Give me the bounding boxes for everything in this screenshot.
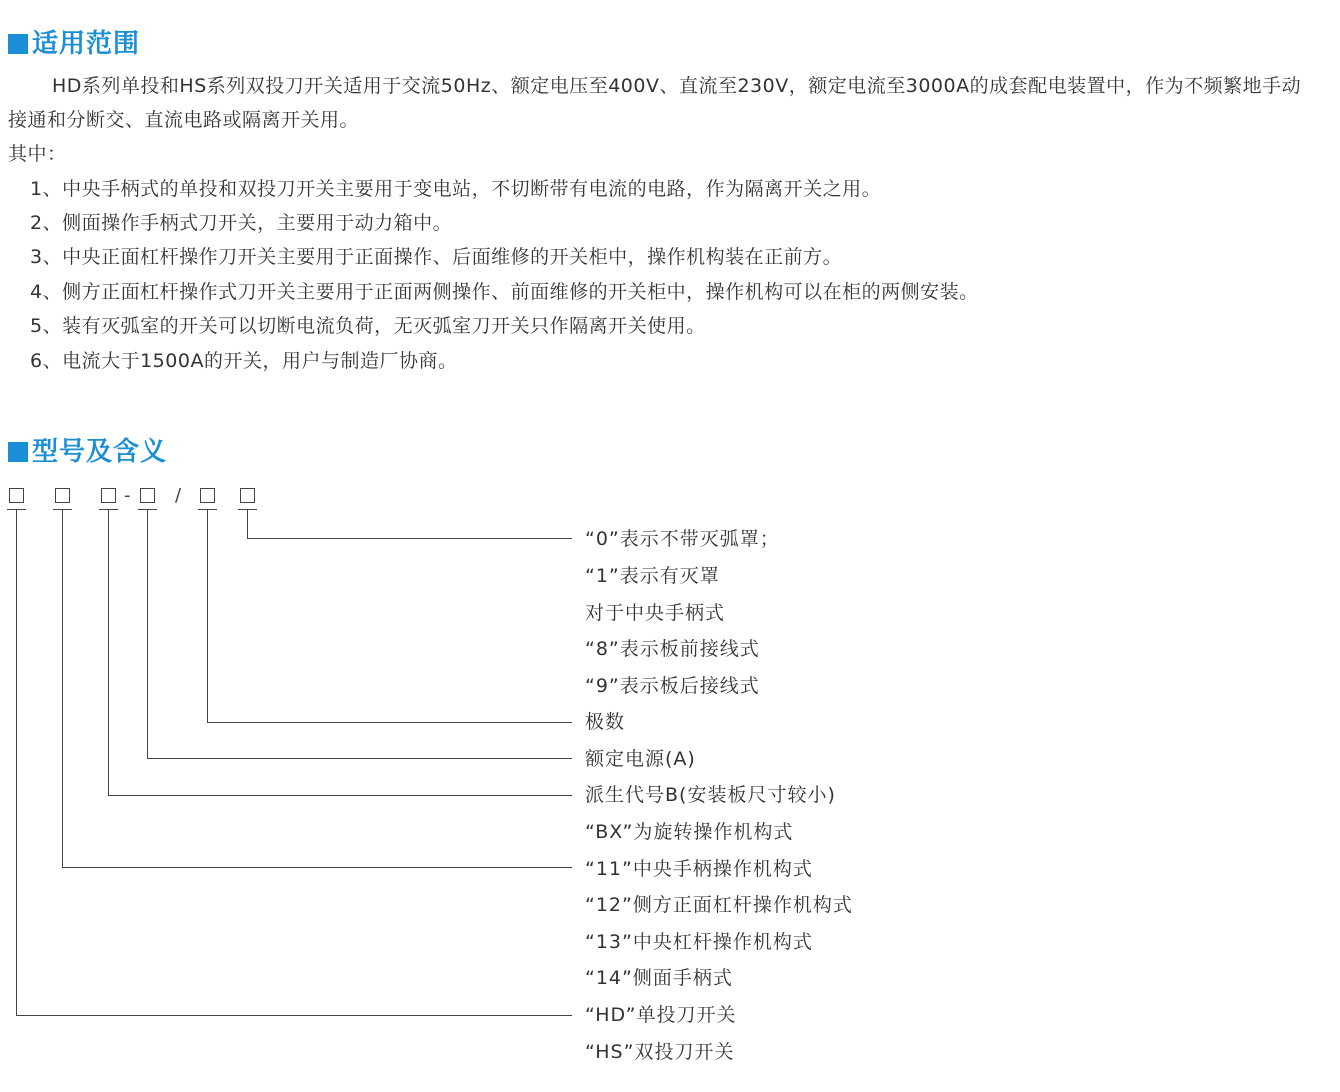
code-box-5 [200, 488, 215, 503]
legend-line-3: 对于中央手柄式 [585, 602, 726, 624]
leader-v-1 [16, 510, 17, 1015]
scope-item-2: 2、侧面操作手柄式刀开关，主要用于动力箱中。 [30, 212, 453, 234]
leader-v-2 [62, 510, 63, 867]
leader-v-4 [147, 510, 148, 758]
leader-h-5 [207, 722, 572, 723]
legend-line-9: “BX”为旋转操作机构式 [585, 821, 794, 843]
section-title-model [8, 436, 167, 468]
code-box-1 [9, 488, 24, 503]
leader-h-6 [247, 538, 572, 539]
scope-item-1: 1、中央手柄式的单投和双投刀开关主要用于变电站，不切断带有电流的电路，作为隔离开关之用。 [30, 178, 882, 200]
leader-v-3 [108, 510, 109, 795]
legend-line-6: 极数 [585, 711, 626, 733]
leader-h-4 [147, 758, 572, 759]
intro-text: HD系列单投和HS系列双投刀开关适用于交流50Hz、额定电压至400V、直流至230V，额定电流至3000A的成套配电装置中，作为不频繁地手动接通和分断交、直流电路或隔离开关用。 [8, 75, 1302, 131]
legend-line-14: “HD”单投刀开关 [585, 1004, 737, 1026]
code-box-4 [140, 488, 155, 503]
code-box-2 [55, 488, 70, 503]
legend-line-7: 额定电源(A) [585, 748, 696, 770]
code-box-6 [240, 488, 255, 503]
legend-line-13: “14”侧面手柄式 [585, 967, 733, 989]
section-title-scope [8, 28, 140, 60]
legend-line-5: “9”表示板后接线式 [585, 675, 760, 697]
leader-v-5 [207, 510, 208, 722]
code-dash: - [124, 485, 131, 506]
title-square-marker [8, 442, 28, 462]
leader-h-2 [62, 867, 572, 868]
leader-v-6 [247, 510, 248, 538]
scope-item-3: 3、中央正面杠杆操作刀开关主要用于正面操作、后面维修的开关柜中，操作机构装在正前方。 [30, 246, 843, 268]
section-title-text: 型号及含义 [32, 437, 168, 467]
code-box-3 [101, 488, 116, 503]
title-square-marker [8, 34, 28, 54]
among-label: 其中： [8, 143, 67, 165]
code-slash: / [175, 485, 182, 506]
scope-item-4: 4、侧方正面杠杆操作式刀开关主要用于正面两侧操作、前面维修的开关柜中，操作机构可以在柜的两侧安装。 [30, 281, 979, 303]
legend-line-1: “0”表示不带灭弧罩； [585, 528, 780, 550]
leader-h-3 [108, 795, 572, 796]
scope-item-6: 6、电流大于1500A的开关，用户与制造厂协商。 [30, 350, 458, 372]
legend-line-11: “12”侧方正面杠杆操作机构式 [585, 894, 853, 916]
leader-h-1 [16, 1015, 572, 1016]
legend-line-15: “HS”双投刀开关 [585, 1041, 735, 1063]
legend-line-10: “11”中央手柄操作机构式 [585, 858, 813, 880]
scope-item-5: 5、装有灭弧室的开关可以切断电流负荷，无灭弧室刀开关只作隔离开关使用。 [30, 315, 706, 337]
legend-line-4: “8”表示板前接线式 [585, 638, 760, 660]
legend-line-12: “13”中央杠杆操作机构式 [585, 931, 813, 953]
section-title-text: 适用范围 [32, 29, 141, 59]
legend-line-8: 派生代号B(安装板尺寸较小) [585, 784, 836, 806]
legend-line-2: “1”表示有灭罩 [585, 565, 720, 587]
intro-paragraph [8, 69, 1320, 137]
